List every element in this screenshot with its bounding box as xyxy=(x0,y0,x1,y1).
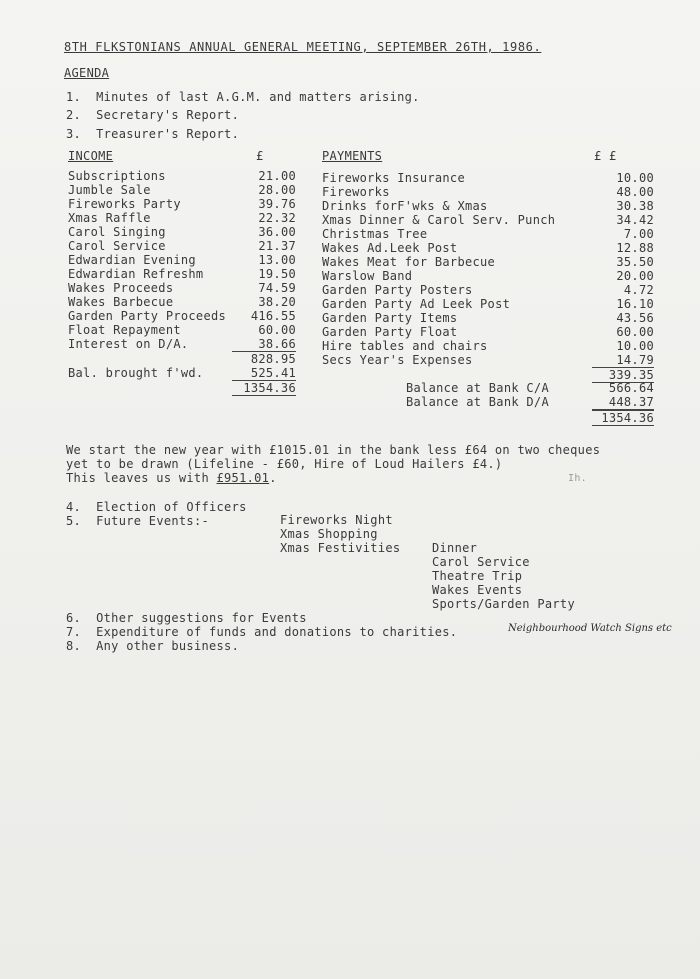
income-value: 19.50 xyxy=(258,267,296,281)
future-event: Dinner xyxy=(432,541,478,555)
agenda-item: 7. Expenditure of funds and donations to charities. xyxy=(66,625,458,639)
payment-label: Fireworks xyxy=(322,185,390,199)
future-event: Theatre Trip xyxy=(432,569,523,583)
payments-subtotal: 339.35 xyxy=(592,368,654,383)
income-label: Carol Service xyxy=(68,239,166,253)
agenda-item: 3. Treasurer's Report. xyxy=(66,127,240,141)
income-total: 1354.36 xyxy=(232,381,296,396)
agenda-item: 4. Election of Officers xyxy=(66,500,247,514)
payment-value: 48.00 xyxy=(616,185,654,199)
payment-value: 34.42 xyxy=(616,213,654,227)
agenda-item: 8. Any other business. xyxy=(66,639,240,653)
note-line: We start the new year with £1015.01 in the bank less £64 on two cheques xyxy=(66,443,601,457)
payment-label: Fireworks Insurance xyxy=(322,171,465,185)
income-label: Wakes Proceeds xyxy=(68,281,174,295)
future-event: Fireworks Night xyxy=(280,513,393,527)
income-label: Interest on D/A. xyxy=(68,337,189,351)
income-label: Garden Party Proceeds xyxy=(68,309,227,323)
payment-label: Christmas Tree xyxy=(322,227,428,241)
income-value: 28.00 xyxy=(258,183,296,197)
future-event: Carol Service xyxy=(432,555,530,569)
income-value: 13.00 xyxy=(258,253,296,267)
income-value: 416.55 xyxy=(250,309,296,323)
income-heading: INCOME xyxy=(68,149,114,163)
income-subtotal: 828.95 xyxy=(250,352,296,366)
agenda-item: 5. Future Events:- xyxy=(66,514,209,528)
income-label: Subscriptions xyxy=(68,169,166,183)
future-event: Xmas Festivities xyxy=(280,541,401,555)
payments-total: 1354.36 xyxy=(592,410,654,426)
future-event: Sports/Garden Party xyxy=(432,597,575,611)
note-amount: £951.01 xyxy=(216,471,270,485)
income-label: Carol Singing xyxy=(68,225,166,239)
income-value: 21.37 xyxy=(258,239,296,253)
payment-value: 60.00 xyxy=(616,325,654,339)
payment-value: 7.00 xyxy=(623,227,654,241)
balance-ca-label: Balance at Bank C/A xyxy=(406,381,549,395)
brought-forward-label: Bal. brought f'wd. xyxy=(68,366,204,380)
payment-value: 10.00 xyxy=(616,171,654,185)
brought-forward-value: 525.41 xyxy=(232,366,296,381)
payment-label: Garden Party Ad Leek Post xyxy=(322,297,511,311)
payment-label: Garden Party Posters xyxy=(322,283,473,297)
agenda-heading: AGENDA xyxy=(64,66,110,80)
income-value: 38.20 xyxy=(258,295,296,309)
income-value: 39.76 xyxy=(258,197,296,211)
payment-label: Xmas Dinner & Carol Serv. Punch xyxy=(322,213,556,227)
agenda-item: 1. Minutes of last A.G.M. and matters arising. xyxy=(66,90,420,104)
payment-value: 30.38 xyxy=(616,199,654,213)
income-value: 21.00 xyxy=(258,169,296,183)
future-event: Xmas Shopping xyxy=(280,527,378,541)
income-label: Edwardian Evening xyxy=(68,253,196,267)
balance-ca-value: 566.64 xyxy=(608,381,654,395)
income-value: 74.59 xyxy=(258,281,296,295)
payment-label: Wakes Meat for Barbecue xyxy=(322,255,496,269)
payment-label: Drinks forF'wks & Xmas xyxy=(322,199,488,213)
payment-value: 20.00 xyxy=(616,269,654,283)
payment-value: 43.56 xyxy=(616,311,654,325)
income-value: 22.32 xyxy=(258,211,296,225)
document-title: 8TH FLKSTONIANS ANNUAL GENERAL MEETING, SEPTEMBER 26TH, 1986. xyxy=(64,40,542,54)
payment-label: Garden Party Items xyxy=(322,311,458,325)
payment-value: 16.10 xyxy=(616,297,654,311)
note-line: yet to be drawn (Lifeline - £60, Hire of Loud Hailers £4.) xyxy=(66,457,503,471)
payment-label: Wakes Ad.Leek Post xyxy=(322,241,458,255)
payment-label: Garden Party Float xyxy=(322,325,458,339)
income-label: Fireworks Party xyxy=(68,197,181,211)
payments-currency: £ £ xyxy=(594,149,617,163)
balance-da-value: 448.37 xyxy=(592,395,654,410)
income-value: 38.66 xyxy=(232,337,296,352)
agenda-item: 2. Secretary's Report. xyxy=(66,108,240,122)
payment-value: 10.00 xyxy=(616,339,654,353)
payment-label: Hire tables and chairs xyxy=(322,339,488,353)
balance-da-label: Balance at Bank D/A xyxy=(406,395,549,409)
payment-label: Warslow Band xyxy=(322,269,413,283)
faint-mark: Ih. xyxy=(568,473,587,484)
payment-label: Secs Year's Expenses xyxy=(322,353,473,367)
income-value: 60.00 xyxy=(258,323,296,337)
income-label: Wakes Barbecue xyxy=(68,295,174,309)
income-currency: £ xyxy=(256,149,264,163)
payment-value: 14.79 xyxy=(592,353,654,368)
income-value: 36.00 xyxy=(258,225,296,239)
agenda-item: 6. Other suggestions for Events xyxy=(66,611,307,625)
income-label: Xmas Raffle xyxy=(68,211,151,225)
payment-value: 4.72 xyxy=(623,283,654,297)
income-label: Float Repayment xyxy=(68,323,181,337)
payments-heading: PAYMENTS xyxy=(322,149,383,163)
note-line: This leaves us with £951.01. xyxy=(66,471,277,485)
future-event: Wakes Events xyxy=(432,583,523,597)
payment-value: 35.50 xyxy=(616,255,654,269)
income-label: Jumble Sale xyxy=(68,183,151,197)
income-label: Edwardian Refreshm xyxy=(68,267,204,281)
payment-value: 12.88 xyxy=(616,241,654,255)
handwritten-note: Neighbourhood Watch Signs etc xyxy=(508,623,672,634)
